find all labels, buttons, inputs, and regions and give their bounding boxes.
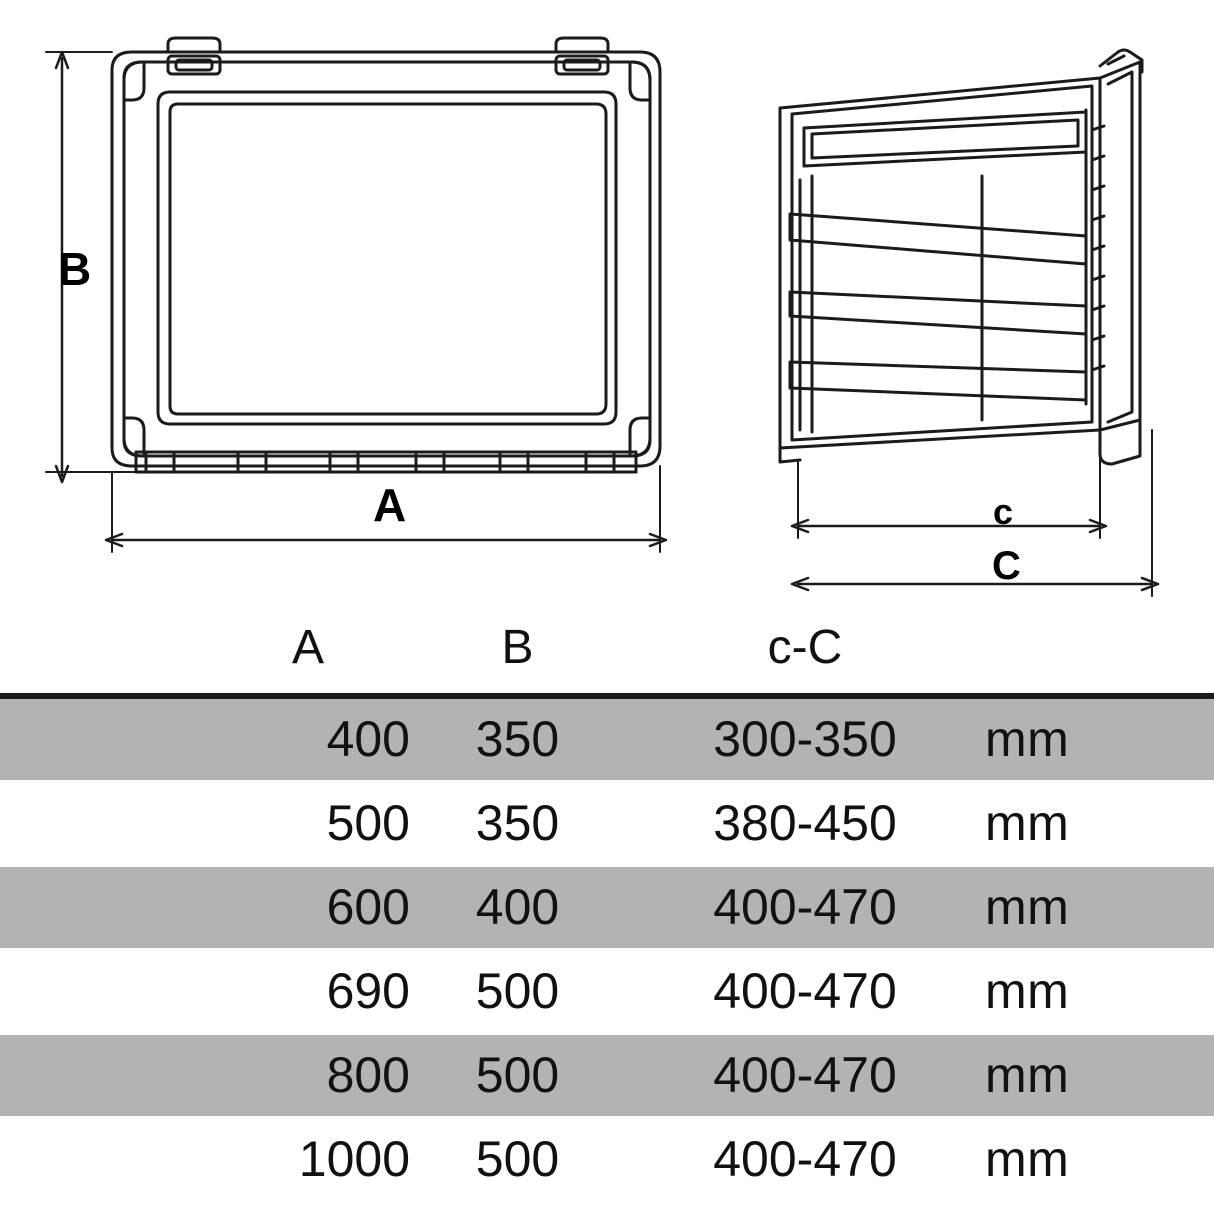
cell-unit: mm	[985, 866, 1214, 950]
cell-a: 400	[0, 696, 410, 782]
cell-a: 600	[0, 866, 410, 950]
header-b: B	[410, 620, 625, 693]
header-unit	[985, 620, 1214, 693]
side-view	[780, 50, 1142, 464]
cell-b: 500	[410, 1118, 625, 1202]
cell-b: 350	[410, 696, 625, 782]
cell-unit: mm	[985, 696, 1214, 782]
table-row	[0, 782, 1214, 866]
dimension-label-a: A	[373, 479, 407, 531]
table-row	[0, 1034, 1214, 1118]
header-a: A	[0, 620, 410, 693]
cell-b: 350	[410, 782, 625, 866]
cell-unit: mm	[985, 1118, 1214, 1202]
cell-c-c: 400-470	[625, 950, 985, 1034]
spec-table-wrap	[0, 620, 1214, 1203]
cell-b: 400	[410, 866, 625, 950]
cell-unit: mm	[985, 1034, 1214, 1118]
cell-c-c: 400-470	[625, 1034, 985, 1118]
cell-b: 500	[410, 950, 625, 1034]
cell-unit: mm	[985, 950, 1214, 1034]
cell-a: 800	[0, 1034, 410, 1118]
cell-c-c: 400-470	[625, 1118, 985, 1202]
dimension-label-b: B	[58, 243, 92, 295]
header-row	[0, 620, 1214, 693]
spec-table-head	[0, 620, 1214, 696]
dimension-label-c-lower: c	[993, 491, 1014, 532]
cell-unit: mm	[985, 782, 1214, 866]
table-row	[0, 950, 1214, 1034]
cell-c-c: 380-450	[625, 782, 985, 866]
cell-a: 500	[0, 782, 410, 866]
cell-c-c: 400-470	[625, 866, 985, 950]
spec-table	[0, 620, 1214, 1203]
dimension-lines	[46, 52, 1158, 596]
cell-a: 1000	[0, 1118, 410, 1202]
table-row	[0, 1118, 1214, 1202]
dimension-label-c-upper: C	[992, 544, 1021, 588]
cell-a: 690	[0, 950, 410, 1034]
table-row	[0, 696, 1214, 782]
table-row	[0, 866, 1214, 950]
cell-c-c: 300-350	[625, 696, 985, 782]
header-c-c: c-C	[625, 620, 985, 693]
cell-b: 500	[410, 1034, 625, 1118]
front-view	[112, 38, 660, 472]
spec-table-body	[0, 696, 1214, 1202]
